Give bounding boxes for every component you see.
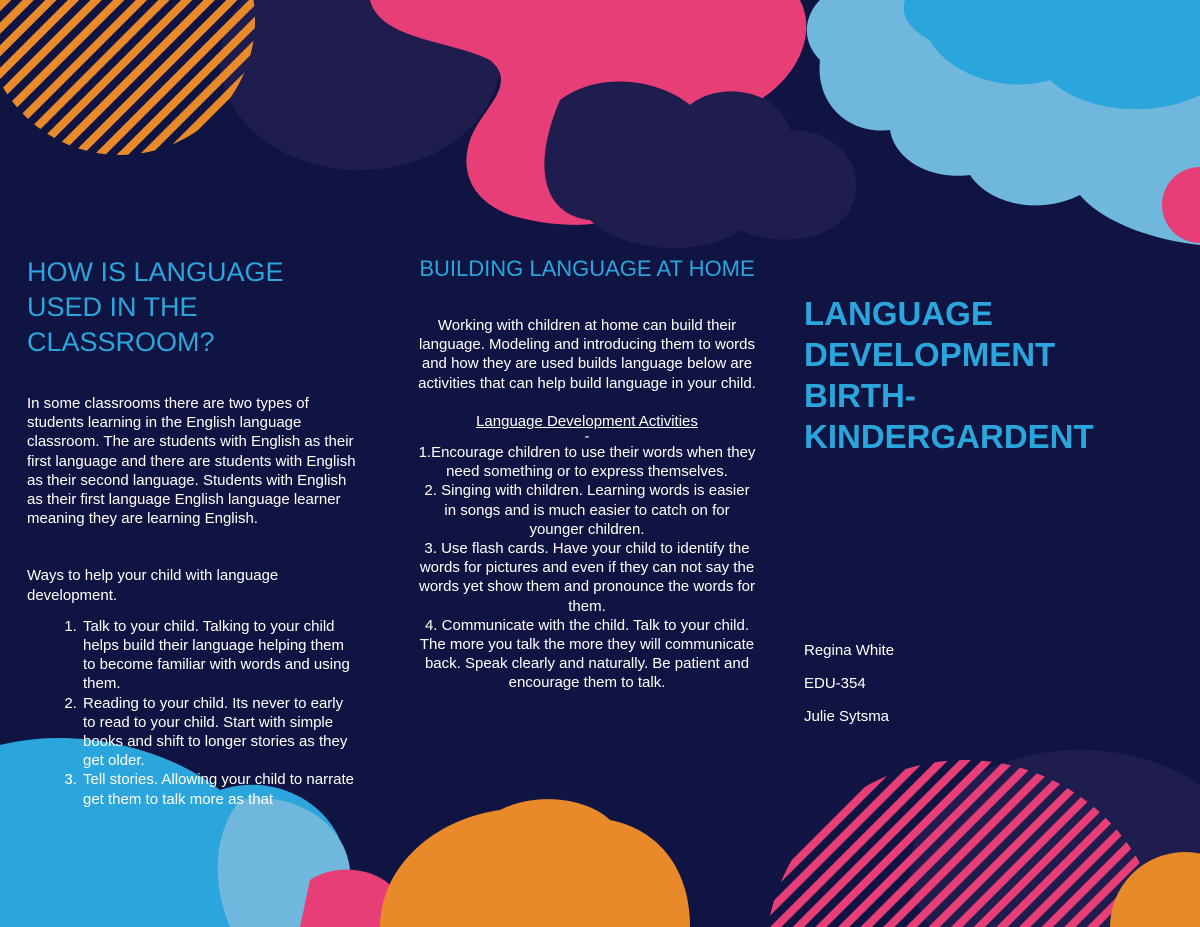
activities-title: Language Development Activities [476, 412, 698, 430]
title-line: LANGUAGE [804, 295, 993, 332]
course-code: EDU-354 [804, 675, 866, 692]
activity-item: 2. Singing with children. Learning words is easier in songs and is much easier to catch on for younger children. [424, 482, 750, 538]
activity-item: 3. Use flash cards. Have your child to identify the words for pictures and even if they can not say the words yet show them and pronounce the words for them. [418, 540, 755, 615]
middle-panel-heading: BUILDING LANGUAGE AT HOME [419, 256, 755, 281]
tip-item: 2. Reading to your child. Its never to early to read to your child. Start with simple books and shift to longer stories as they get older. [81, 694, 359, 771]
orange-striped-circle [0, 0, 260, 160]
ways-intro: Ways to help your child with language development. [27, 567, 279, 604]
orange-blob-bottom [380, 799, 690, 927]
instructor-name: Julie Sytsma [804, 708, 890, 725]
tip-item: 1. Talk to your child. Talking to your child helps build their language helping them to become familiar with words and using them. [81, 617, 359, 694]
left-panel-intro: In some classrooms there are two types of students learning in the English language classroom. The are students with English as their first language and there are students with English as their second language. Students with English as their first language English language learner meaning they are learning English. [27, 395, 356, 528]
middle-panel [418, 255, 756, 693]
left-panel-heading: HOW IS LANGUAGE USED IN THE CLASSROOM? [27, 257, 284, 357]
tip-item: 3. Tell stories. Allowing your child to narrate get them to talk more as that [81, 770, 359, 808]
right-panel [804, 293, 1184, 457]
middle-panel-intro: Working with children at home can build their language. Modeling and introducing them to words and how they are used builds language below are activities that can help build language in your child. [418, 317, 756, 392]
activity-item: 4. Communicate with the child. Talk to your child. The more you talk the more they will communicate back. Speak clearly and naturally. Be patient and encourage them to talk. [419, 616, 755, 692]
credits [804, 641, 894, 740]
author-name: Regina White [804, 642, 895, 659]
title-line: BIRTH- [804, 377, 916, 414]
title-line: DEVELOPMENT [804, 336, 1056, 373]
tips-list [27, 617, 359, 809]
activities-dash: - [584, 428, 590, 446]
activity-item: 1.Encourage children to use their words when they need something or to express themselves. [418, 444, 756, 481]
left-panel [27, 255, 359, 809]
title-line: KINDERGARDENT [804, 418, 1094, 455]
